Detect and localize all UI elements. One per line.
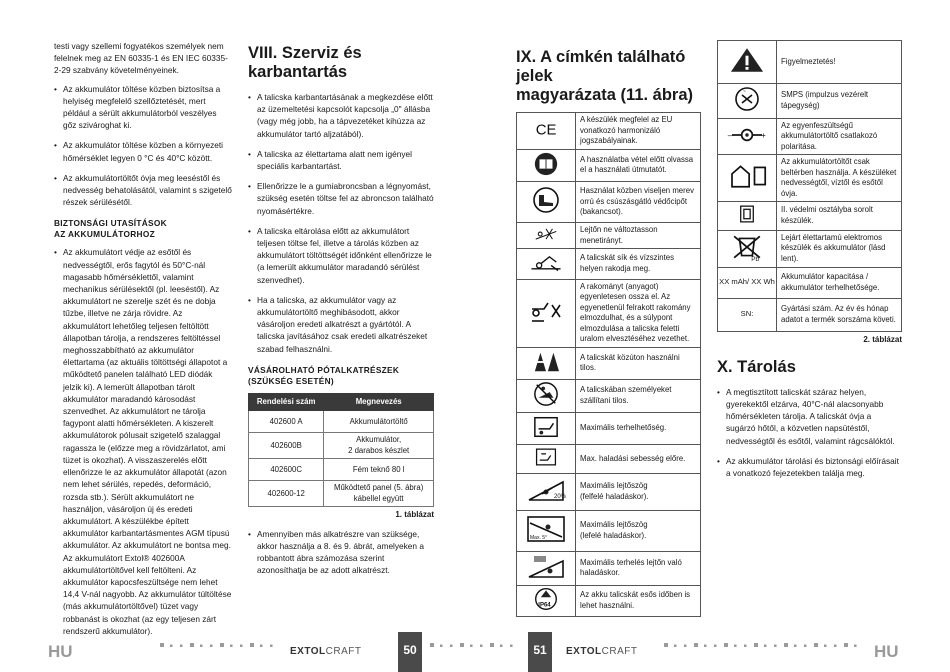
column-header: Rendelési szám bbox=[249, 393, 324, 411]
symbol-cell bbox=[517, 223, 576, 249]
symbol-row bbox=[517, 113, 701, 150]
symbol-cell bbox=[517, 249, 576, 280]
table-cell: 402600 A bbox=[249, 411, 324, 433]
divider-dot bbox=[814, 643, 818, 647]
divider-dot bbox=[834, 645, 837, 648]
symbol-description: Maximális terhelés lejtőn való haladáskor. bbox=[576, 551, 701, 586]
symbol-row bbox=[517, 182, 701, 223]
symbol-row bbox=[517, 279, 701, 347]
svg-text:–: – bbox=[727, 129, 733, 140]
battery-safety-heading bbox=[54, 218, 232, 240]
heading-line: VÁSÁROLHATÓ PÓTALKATRÉSZEK bbox=[248, 364, 400, 375]
divider-dot bbox=[440, 645, 443, 648]
page-number-left: 50 bbox=[398, 632, 422, 672]
divider-dot bbox=[774, 645, 777, 648]
col-labels bbox=[516, 44, 701, 617]
max-slope-up-icon bbox=[524, 476, 568, 504]
symbol-description: A talicskában személyeket szállítani tilos. bbox=[576, 380, 701, 413]
symbol-row bbox=[718, 202, 902, 231]
heading-line: BIZTONSÁGI UTASÍTÁSOK bbox=[54, 218, 167, 229]
divider-dot bbox=[220, 643, 224, 647]
class-ii-icon bbox=[725, 203, 769, 225]
symbol-cell bbox=[517, 551, 576, 586]
divider-dot bbox=[754, 643, 758, 647]
divider-dot bbox=[460, 643, 464, 647]
symbol-description: Maximális lejtőszög (lefelé haladáskor). bbox=[576, 510, 701, 551]
table-header-row bbox=[249, 393, 434, 411]
svg-text:20%: 20% bbox=[554, 493, 567, 500]
svg-text:+: + bbox=[760, 129, 766, 140]
no-modification-icon bbox=[524, 225, 568, 243]
title-line: IX. A címkén található jelek bbox=[516, 48, 686, 85]
table-row bbox=[249, 411, 434, 433]
brand-rest: CRAFT bbox=[325, 646, 362, 657]
max-slope-down-icon bbox=[524, 515, 568, 543]
symbol-cell bbox=[517, 586, 576, 617]
divider-dot bbox=[450, 645, 453, 648]
divider-dot bbox=[744, 645, 747, 648]
divider-dot bbox=[430, 643, 434, 647]
symbol-row bbox=[718, 118, 902, 155]
symbol-cell bbox=[718, 202, 777, 231]
symbol-cell bbox=[517, 473, 576, 510]
symbol-row bbox=[517, 149, 701, 182]
bullet-item: • A talicska az élettartama alatt nem igényel speciális karbantartást. bbox=[248, 148, 434, 172]
footer bbox=[0, 632, 950, 672]
symbol-row bbox=[718, 41, 902, 84]
service-title: VIII. Szerviz és karbantartás bbox=[248, 44, 362, 81]
symbol-description: Használat közben viseljen merev orrú és csúszásgátló védőcipőt (bakancsot). bbox=[576, 182, 701, 223]
divider-dot bbox=[250, 643, 254, 647]
divider-dot bbox=[844, 643, 848, 647]
symbol-cell bbox=[517, 113, 576, 150]
symbol-description: Lejárt élettartamú elektromos készülék és akkumulátor (lásd lent). bbox=[777, 230, 902, 267]
heading-line: AZ AKKUMULÁTORHOZ bbox=[54, 229, 155, 240]
symbol-cell bbox=[718, 118, 777, 155]
table-caption: 1. táblázat bbox=[395, 510, 434, 520]
ip64-icon bbox=[524, 587, 568, 611]
symbol-description: A rakományt (anyagot) egyenletesen ossza el. Az egyenetlenül felrakott rakomány elmozdulhat, és a súlypont elmozdulása a talicska feletti uralom elvesztéséhez vezethet. bbox=[576, 279, 701, 347]
bullet-item: • Amennyiben más alkatrészre van szüksége, akkor használja a 8. és 9. ábrát, amelyeken a robbantott ábra számozása szerint azonosíthatja be az adott alkatrészt. bbox=[248, 528, 434, 577]
divider-dot bbox=[784, 643, 788, 647]
bullet-item: • Ha a talicska, az akkumulátor vagy az akkumulátortöltő meghibásodott, akkor vásároljon eredeti alkatrészt a gyártótól. A talicska javításához csak eredeti alkatrészeket szabad felhasználni. bbox=[248, 294, 434, 355]
symbol-cell bbox=[517, 445, 576, 474]
divider-dot bbox=[854, 645, 857, 648]
symbol-description: II. védelmi osztályba sorolt készülék. bbox=[777, 202, 902, 231]
divider-dot bbox=[200, 645, 203, 648]
symbol-description: Lejtőn ne változtasson menetirányt. bbox=[576, 223, 701, 249]
bullet-item: • Ellenőrizze le a gumiabroncsban a légnyomást, szükség esetén töltse fel az abroncson található nyomásértékre. bbox=[248, 180, 434, 217]
divider-dot bbox=[190, 643, 194, 647]
bullet-item: • Az akkumulátor tárolási és biztonsági előírásait a vonatkozó fejezetekben találja meg. bbox=[717, 455, 902, 479]
divider-dot bbox=[664, 643, 668, 647]
symbol-row bbox=[517, 473, 701, 510]
bullet-item: • A talicska eltárolása előtt az akkumulátort teljesen töltse fel, illetve a tárolás közben az akkumulátort töltöttségét időnként ellenőrizze le (a lemerült akkumulátor maradandó sérülést szenvedhet). bbox=[248, 225, 434, 286]
table-cell: Fém teknő 80 l bbox=[324, 459, 434, 481]
divider-dot bbox=[804, 645, 807, 648]
column-header: Megnevezés bbox=[324, 393, 434, 411]
divider-dot bbox=[260, 645, 263, 648]
divider-dot bbox=[674, 645, 677, 648]
symbol-row bbox=[718, 155, 902, 202]
table-cell: Akkumulátortöltő bbox=[324, 411, 434, 433]
dot-divider-center bbox=[430, 643, 520, 649]
svg-text:Max. 5°: Max. 5° bbox=[530, 534, 548, 541]
divider-dot bbox=[824, 645, 827, 648]
brand-bold: EXTOL bbox=[290, 646, 326, 657]
symbol-cell bbox=[517, 279, 576, 347]
bullet-item: • A megtisztított talicskát száraz helyen, gyerekektől elzárva, 40°C-nál alacsonyabb hőmérsékleten tárolja. A talicskát óvja a sugárzó hőtől, a közvetlen napsütéstől, nedvességtől és esőtől, valamint rágcsálóktól. bbox=[717, 386, 902, 447]
heading-line: (SZÜKSÉG ESETÉN) bbox=[248, 375, 334, 386]
symbol-label: SN: bbox=[740, 309, 754, 319]
table-cell: 402600B bbox=[249, 433, 324, 459]
symbol-cell bbox=[517, 412, 576, 445]
symbol-cell bbox=[517, 149, 576, 182]
bullet-item: • A talicska karbantartásának a megkezdése előtt az üzemeltetési kapcsolót kapcsolja „0" állásba (vagy még jobb, ha a tápvezetéket kihúzza az akkumulátor tartó aljzatából). bbox=[248, 91, 434, 140]
max-speed-icon bbox=[524, 446, 568, 468]
table-row bbox=[249, 459, 434, 481]
divider-dot bbox=[714, 645, 717, 648]
divider-dot bbox=[764, 645, 767, 648]
symbol-description: Gyártási szám. Az év és hónap adatot a termék sorszáma követi. bbox=[777, 298, 902, 331]
divider-dot bbox=[794, 645, 797, 648]
divider-dot bbox=[470, 645, 473, 648]
bullet-item: • Az akkumulátor töltése közben biztosítsa a helyiség megfelelő szellőztetését, mert például a sérült akkumulátorból veszélyes gőz szivároghat ki. bbox=[54, 83, 232, 132]
bullet-item: • Az akkumulátort védje az esőtől és nedvességtől, erős fagytól és 50°C-nál magasabb hőmérséklettől, valamint mechanikus sérülésektől (pl. leeséstől). Az akkumulátort ne szerelje szét és ne dobja tűzbe, illetve ne zárja rövidre. Az akkumulátort lehetőleg teljesen feltöltött állapotban tárolja, a rendszeres feltöltéssel meghosszabbítható az akkumulátor élettartama (az aktuális töltöttségi állapotot a működtető panelen található LED diódák jelzik ki). A lemerült állapotban tárolt akkumulátor maradandó károsodást szenvedhet. Az akkumulátort ne tárolja fagypont alatti hőmérsékleten. A kiszerelt akkumulátorok pólusait szigetelő szalaggal ragassza le (előzze meg a rövidzárlatot, ami tüzet is okozhat). A visszaszerelés előtt ellenőrizze le az akkumulátor állapotát (azon nem lehet sérülés, repedés, deformáció, rozsda stb.). Sérült akkumulátort ne használjon, vásároljon új és eredeti akkumulátort. A készülékbe épített akkumulátor karbantartásmentes AGM típusú akkumulátor. Az akkumulátort ne bontsa meg. Az akkumulátort Extol® 402600A akkumulátortöltővel kell feltölteni. Az akkumulátor kapocsfeszültsége nem lehet 14,4 V-nál nagyobb. Az akkumulátor túltöltése (más akkumulátortöltővel) tüzet vagy robbanást is okozhat (az egy teljesen zárt rendszerű akkumulátor). bbox=[54, 246, 232, 637]
divider-dot bbox=[480, 645, 483, 648]
symbol-description: A talicskát közúton használni tilos. bbox=[576, 347, 701, 380]
divider-dot bbox=[704, 645, 707, 648]
table-cell: Működtető panel (5. ábra) kábellel együtt bbox=[324, 481, 434, 507]
symbol-row bbox=[718, 298, 902, 331]
symbol-cell bbox=[718, 230, 777, 267]
svg-text:CE: CE bbox=[535, 121, 557, 139]
divider-dot bbox=[240, 645, 243, 648]
divider-dot bbox=[230, 645, 233, 648]
svg-text:IP64: IP64 bbox=[538, 602, 551, 609]
symbol-label: XX mAh/ XX Wh bbox=[719, 277, 775, 287]
divider-dot bbox=[160, 643, 164, 647]
symbol-description: A készülék megfelel az EU vonatkozó harmonizáló jogszabályainak. bbox=[576, 113, 701, 150]
symbol-table-2 bbox=[717, 40, 902, 332]
battery-bullets bbox=[54, 246, 232, 637]
symbol-description: Max. haladási sebesség előre. bbox=[576, 445, 701, 474]
max-load-icon bbox=[524, 414, 568, 440]
storage-title: X. Tárolás bbox=[717, 357, 796, 376]
symbol-row bbox=[517, 445, 701, 474]
warning-icon bbox=[725, 45, 769, 75]
safety-boots-icon bbox=[524, 186, 568, 214]
symbol-table bbox=[516, 112, 701, 617]
language-code-right: HU bbox=[874, 642, 899, 661]
brand-rest: CRAFT bbox=[601, 646, 638, 657]
service-bullets bbox=[248, 91, 434, 355]
symbol-cell bbox=[517, 347, 576, 380]
symbol-description: Figyelmeztetés! bbox=[777, 41, 902, 84]
symbol-row bbox=[517, 412, 701, 445]
no-road-icon bbox=[524, 349, 568, 375]
symbol-cell bbox=[718, 41, 777, 84]
symbol-row bbox=[517, 551, 701, 586]
symbol-row bbox=[718, 230, 902, 267]
table-row bbox=[249, 433, 434, 459]
brand-logo-left bbox=[290, 646, 362, 657]
symbol-description: Akkumulátor kapacitása / akkumulátor terhelhetősége. bbox=[777, 267, 902, 298]
symbol-row bbox=[718, 267, 902, 298]
symbol-description: Az akkumulátortöltőt csak beltérben használja. A készüléket nedvességtől, víztől és esőtől óvja. bbox=[777, 155, 902, 202]
divider-dot bbox=[724, 643, 728, 647]
dot-divider-right bbox=[664, 643, 864, 649]
symbol-row bbox=[517, 249, 701, 280]
brand-logo-right bbox=[566, 646, 638, 657]
load-distribution-icon bbox=[524, 297, 568, 325]
symbol-cell bbox=[718, 84, 777, 119]
symbol-cell bbox=[718, 267, 777, 298]
symbol-row bbox=[517, 586, 701, 617]
svg-text:Pb: Pb bbox=[751, 255, 760, 262]
divider-dot bbox=[170, 645, 173, 648]
divider-dot bbox=[180, 645, 183, 648]
divider-dot bbox=[500, 645, 503, 648]
symbol-description: A használatba vétel előtt olvassa el a használati útmutatót. bbox=[576, 149, 701, 182]
table-caption: 2. táblázat bbox=[863, 334, 902, 344]
parts-note bbox=[248, 528, 434, 577]
symbol-cell bbox=[718, 298, 777, 331]
symbol-description: Maximális lejtőszög (felfelé haladáskor). bbox=[576, 473, 701, 510]
bullet-item: • Az akkumulátor töltése közben a környezeti hőmérséklet legyen 0 °C és 40°C között. bbox=[54, 139, 232, 163]
weee-bin-icon bbox=[725, 232, 769, 262]
indoor-use-icon bbox=[725, 161, 769, 191]
divider-dot bbox=[490, 643, 494, 647]
symbol-cell bbox=[517, 510, 576, 551]
flat-terrain-icon bbox=[524, 250, 568, 274]
divider-dot bbox=[510, 645, 513, 648]
language-code-left: HU bbox=[48, 642, 73, 661]
symbol-description: A talicskát sík és vízszintes helyen rakodja meg. bbox=[576, 249, 701, 280]
symbol-description: SMPS (impulzus vezérelt tápegység) bbox=[777, 84, 902, 119]
title-line: magyarázata (11. ábra) bbox=[516, 86, 694, 104]
smps-icon bbox=[725, 85, 769, 113]
symbol-row bbox=[517, 223, 701, 249]
polarity-icon bbox=[725, 120, 769, 150]
read-manual-icon bbox=[524, 151, 568, 177]
table-cell: Akkumulátor, 2 darabos készlet bbox=[324, 433, 434, 459]
intro-text: testi vagy szellemi fogyatékos személyek nem felelnek meg az EN 60335-1 és EN IEC 60335-2-29 szabvány követelményeinek. bbox=[54, 41, 228, 76]
table-row bbox=[249, 481, 434, 507]
col-storage bbox=[717, 40, 902, 487]
no-persons-icon bbox=[524, 381, 568, 407]
symbol-cell bbox=[718, 155, 777, 202]
symbol-description: Az egyenfeszültségű akkumulátortöltő csatlakozó polaritása. bbox=[777, 118, 902, 155]
divider-dot bbox=[210, 645, 213, 648]
divider-dot bbox=[734, 645, 737, 648]
divider-dot bbox=[270, 645, 273, 648]
svg-text:~: ~ bbox=[743, 89, 746, 95]
charger-bullets bbox=[54, 83, 232, 209]
slope-load-icon bbox=[524, 553, 568, 581]
symbol-row bbox=[718, 84, 902, 119]
symbol-cell bbox=[517, 380, 576, 413]
page-number-right: 51 bbox=[528, 632, 552, 672]
labels-title bbox=[516, 48, 701, 105]
table-cell: 402600C bbox=[249, 459, 324, 481]
symbol-row bbox=[517, 347, 701, 380]
ce-mark-icon bbox=[524, 118, 568, 140]
storage-bullets bbox=[717, 386, 902, 479]
symbol-cell bbox=[517, 182, 576, 223]
divider-dot bbox=[694, 643, 698, 647]
bullet-item: • Az akkumulátortöltőt óvja meg leeséstől és nedvesség behatolásától, valamint s szigetelő részek sérülésétől. bbox=[54, 172, 232, 209]
parts-table bbox=[248, 393, 434, 508]
divider-dot bbox=[684, 645, 687, 648]
symbol-description: Maximális terhelhetőség. bbox=[576, 412, 701, 445]
col-safety bbox=[54, 40, 232, 645]
symbol-description: Az akku talicskát esős időben is lehet használni. bbox=[576, 586, 701, 617]
parts-heading bbox=[248, 365, 434, 387]
table-cell: 402600-12 bbox=[249, 481, 324, 507]
symbol-row bbox=[517, 510, 701, 551]
symbol-row bbox=[517, 380, 701, 413]
brand-bold: EXTOL bbox=[566, 646, 602, 657]
col-service bbox=[248, 40, 434, 584]
